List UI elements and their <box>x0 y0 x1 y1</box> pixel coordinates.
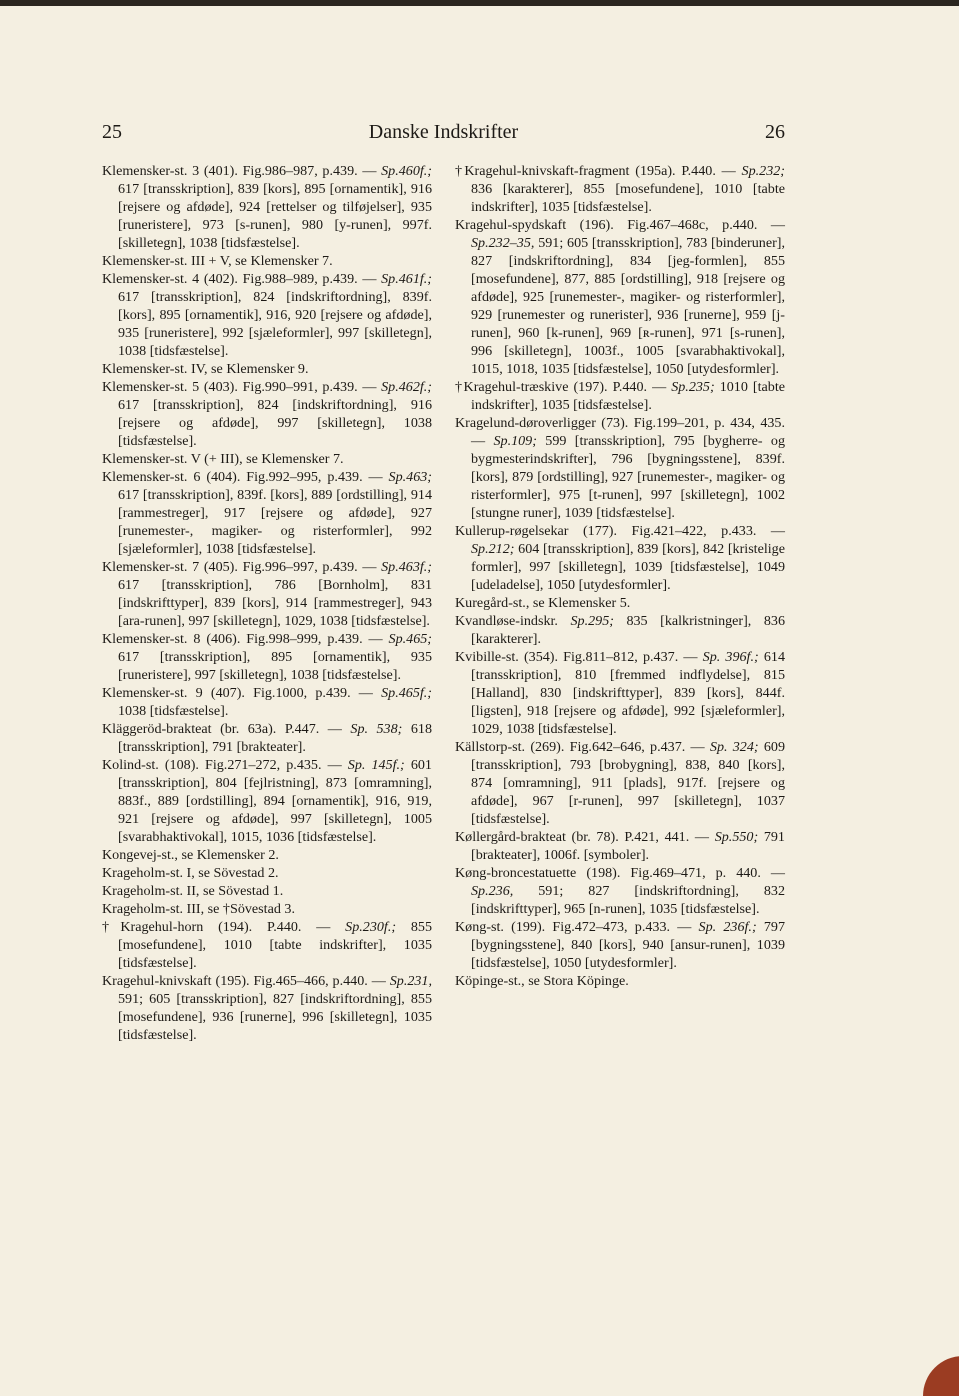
entry-ref: Sp.463f.; <box>381 559 432 575</box>
index-entry <box>455 648 785 738</box>
page-header <box>102 121 785 147</box>
entry-ref: Sp. 538; <box>350 721 403 737</box>
entry-ref: Sp.236, <box>471 883 514 899</box>
entry-ref: Sp.232–35, <box>471 235 535 251</box>
entry-head: Kragehul-knivskaft (195). Fig.465–466, p.440. — <box>102 973 390 989</box>
entry-tail: 835 [kalkristninger], 836 [karakterer]. <box>471 613 785 647</box>
index-entry <box>455 216 785 378</box>
entry-ref: Sp. 236f.; <box>698 919 757 935</box>
entry-tail: 1038 [tidsfæstelse]. <box>118 703 229 719</box>
entry-ref: Sp.463; <box>388 469 432 485</box>
entry-tail: 609 [transskription], 793 [brobygning], 838, 840 [kors], 874 [omramning], 911 [plads], 917f. [rejsere og afdøde], 967 [r-runen], 997 [skilletegn], 1037 [tidsfæstelse]. <box>471 739 785 827</box>
entry-ref: Sp.460f.; <box>381 163 432 179</box>
entry-ref: Sp. 324; <box>709 739 759 755</box>
running-title: Danske Indskrifter <box>368 121 519 143</box>
index-entry <box>102 846 432 864</box>
entry-ref: Sp.462f.; <box>381 379 432 395</box>
entry-head: Krageholm-st. I, se Sövestad 2. <box>102 865 279 881</box>
entry-head: Kongevej-st., se Klemensker 2. <box>102 847 279 863</box>
entry-head: Klemensker-st. 4 (402). Fig.988–989, p.439. — <box>102 271 382 287</box>
entry-head: Kvandløse-indskr. <box>455 613 571 629</box>
index-entry <box>455 972 785 990</box>
entry-head: Klemensker-st. 3 (401). Fig.986–987, p.439. — <box>102 163 382 179</box>
entry-head: Køng-broncestatuette (198). Fig.469–471, p. 440. — <box>455 865 785 881</box>
entry-tail: 604 [transskription], 839 [kors], 842 [kristelige formler], 997 [skilletegn], 1039 [tidsfæstelse], 1049 [udeladelse], 1050 [utydesformler]. <box>471 541 785 593</box>
top-edge <box>0 0 959 6</box>
entry-tail: 591; 605 [transskription], 827 [indskriftordning], 855 [mosefundene], 936 [runerne], 996 [skilletegn], 1035 [tidsfæstelse]. <box>118 991 432 1043</box>
index-entry <box>455 918 785 972</box>
index-entry <box>455 594 785 612</box>
entry-head: Kragelund-døroverligger (73). Fig.199–201, p. 434, 435. — <box>455 415 785 449</box>
entry-head: Køllergård-brakteat (br. 78). P.421, 441. — <box>455 829 715 845</box>
entry-tail: 614 [transskription], 810 [fremmed indflydelse], 815 [Halland], 830 [indskrifttyper], 839 [kors], 844f. [ligsten], 918 [rejsere og afdøde], 992 [sjæleformler], 1029, 1038 [tidsfæstelse]. <box>471 649 786 737</box>
index-entry <box>102 162 432 252</box>
entry-head: Kolind-st. (108). Fig.271–272, p.435. — <box>102 757 348 773</box>
index-entry <box>102 558 432 630</box>
entry-head: Klemensker-st. 6 (404). Fig.992–995, p.439. — <box>102 469 389 485</box>
index-entry <box>455 414 785 522</box>
index-entry <box>455 828 785 864</box>
entry-head: †Kragehul-horn (194). P.440. — <box>102 919 346 935</box>
index-entry <box>455 612 785 648</box>
entry-tail: 591; 605 [transskription], 783 [binderuner], 827 [indskriftordning], 834 [jeg-formlen], 855 [mosefundene], 877, 885 [ordstilling], 918 [rejsere og afdøde], 925 [runemester-, magiker- og risterformler], 929 [runemester og runerister], 936 [runerne], 959 [j-runen], 960 [k-runen], 969 [ʀ-runen], 971 [s-runen], 996 [skilletegn], 1003f., 1005 [svarabhaktivokal], 1015, 1018, 1035 [tidsfæstelse], 1050 [utydesformler]. <box>471 235 785 377</box>
entry-ref: Sp. 145f.; <box>347 757 405 773</box>
index-entry <box>102 270 432 360</box>
index-entry <box>455 864 785 918</box>
index-entry <box>102 900 432 918</box>
corner-tab-decoration <box>923 1356 959 1396</box>
entry-tail: 617 [transskription], 824 [indskriftordning], 839f. [kors], 895 [ornamentik], 916, 920 [rejsere og afdøde], 935 [runeristere], 992 [sjæleformler], 997 [skilletegn], 1038 [tidsfæstelse]. <box>118 289 432 359</box>
index-entry <box>455 522 785 594</box>
entry-tail: 855 [mosefundene], 1010 [tabte indskrifter], 1035 [tidsfæstelse]. <box>118 919 432 971</box>
index-entry <box>102 360 432 378</box>
entry-head: Klemensker-st. V (+ III), se Klemensker 7. <box>102 451 344 467</box>
entry-head: Klemensker-st. 5 (403). Fig.990–991, p.439. — <box>102 379 382 395</box>
entry-head: Krageholm-st. III, se †Sövestad 3. <box>102 901 295 917</box>
entry-head: Køng-st. (199). Fig.472–473, p.433. — <box>455 919 699 935</box>
entry-tail: 591; 827 [indskriftordning], 832 [indskrifttyper], 965 [n-runen], 1035 [tidsfæstelse]. <box>471 883 785 917</box>
index-entry <box>455 162 785 216</box>
entry-tail: 791 [brakteater], 1006f. [symboler]. <box>471 829 785 863</box>
index-entry <box>102 864 432 882</box>
entry-head: Klemensker-st. 7 (405). Fig.996–997, p.439. — <box>102 559 382 575</box>
entry-head: Klemensker-st. 9 (407). Fig.1000, p.439. — <box>102 685 382 701</box>
entry-head: Köpinge-st., se Stora Köpinge. <box>455 973 629 989</box>
entry-tail: 617 [transskription], 895 [ornamentik], 935 [runeristere], 997 [skilletegn], 1038 [tidsfæstelse]. <box>118 649 432 683</box>
index-column-right <box>455 162 785 990</box>
entry-ref: Sp.109; <box>493 433 537 449</box>
entry-head: Krageholm-st. II, se Sövestad 1. <box>102 883 284 899</box>
entry-head: Klemensker-st. III + V, se Klemensker 7. <box>102 253 333 269</box>
page-number-right: 26 <box>765 121 785 143</box>
page-number-left: 25 <box>102 121 122 143</box>
index-entry <box>455 738 785 828</box>
index-entry <box>102 756 432 846</box>
entry-ref: Sp.461f.; <box>381 271 432 287</box>
entry-head: Kläggeröd-brakteat (br. 63a). P.447. — <box>102 721 351 737</box>
entry-ref: Sp.550; <box>714 829 759 845</box>
entry-tail: 618 [transskription], 791 [brakteater]. <box>118 721 433 755</box>
entry-tail: 617 [transskription], 786 [Bornholm], 831 [indskrifttyper], 839 [kors], 914 [rammestreger], 943 [ara-runen], 997 [skilletegn], 1029, 1038 [tidsfæstelse]. <box>118 577 432 629</box>
entry-head: Kuregård-st., se Klemensker 5. <box>455 595 631 611</box>
entry-tail: 1010 [tabte indskrifter], 1035 [tidsfæstelse]. <box>471 379 785 413</box>
entry-tail: 601 [transskription], 804 [fejlristning], 873 [omramning], 883f., 889 [ordstilling], 894 [ornamentik], 916, 919, 921 [rejsere og afdøde], 997 [skilletegn], 1005 [svarabhaktivokal], 1015, 1036 [tidsfæstelse]. <box>118 757 432 845</box>
entry-ref: Sp.295; <box>570 613 614 629</box>
entry-ref: Sp.231, <box>389 973 432 989</box>
entry-tail: 797 [bygningsstene], 840 [kors], 940 [ansur-runen], 1039 [tidsfæstelse], 1050 [utydesformler]. <box>471 919 786 971</box>
entry-tail: 836 [karakterer], 855 [mosefundene], 1010 [tabte indskrifter], 1035 [tidsfæstelse]. <box>471 181 785 215</box>
entry-ref: Sp.235; <box>671 379 715 395</box>
entry-head: Kvibille-st. (354). Fig.811–812, p.437. — <box>455 649 703 665</box>
index-entry <box>102 882 432 900</box>
entry-head: Källstorp-st. (269). Fig.642–646, p.437. — <box>455 739 710 755</box>
index-entry <box>102 972 432 1044</box>
index-entry <box>102 720 432 756</box>
entry-ref: Sp.232; <box>741 163 785 179</box>
entry-head: Klemensker-st. IV, se Klemensker 9. <box>102 361 309 377</box>
entry-tail: 599 [transskription], 795 [bygherre- og bygmesterindskrifter], 796 [bygningsstene], 839f. [kors], 879 [ordstilling], 927 [runemester-, magiker- og risterformler], 975 [t-runen], 997 [skilletegn], 1002 [stungne runer], 1039 [tidsfæstelse]. <box>471 433 785 521</box>
entry-head: Kragehul-spydskaft (196). Fig.467–468c, p.440. — <box>455 217 785 233</box>
index-entry <box>102 450 432 468</box>
index-entry <box>102 630 432 684</box>
entry-head: †Kragehul-knivskaft-fragment (195a). P.440. — <box>455 163 742 179</box>
index-entry <box>102 918 432 972</box>
entry-tail: 617 [transskription], 824 [indskriftordning], 916 [rejsere og afdøde], 997 [skilletegn], 1038 [tidsfæstelse]. <box>118 397 432 449</box>
entry-ref: Sp.230f.; <box>345 919 397 935</box>
entry-ref: Sp.465; <box>388 631 432 647</box>
entry-head: †Kragehul-træskive (197). P.440. — <box>455 379 672 395</box>
entry-tail: 617 [transskription], 839f. [kors], 889 [ordstilling], 914 [rammestreger], 917 [rejsere og afdøde], 927 [runemester-, magiker- og risterformler], 992 [sjæleformler], 1038 [tidsfæstelse]. <box>118 487 432 557</box>
index-entry <box>102 684 432 720</box>
index-entry <box>102 468 432 558</box>
entry-head: Kullerup-røgelsekar (177). Fig.421–422, p.433. — <box>455 523 785 539</box>
entry-ref: Sp.212; <box>471 541 515 557</box>
index-column-left <box>102 162 432 1044</box>
index-entry <box>455 378 785 414</box>
entry-ref: Sp. 396f.; <box>702 649 759 665</box>
index-entry <box>102 378 432 450</box>
entry-head: Klemensker-st. 8 (406). Fig.998–999, p.439. — <box>102 631 389 647</box>
entry-tail: 617 [transskription], 839 [kors], 895 [ornamentik], 916 [rejsere og afdøde], 924 [rettelser og tilføjelser], 935 [runeristere], 973 [s-runen], 980 [y-runen], 997f. [skilletegn], 1038 [tidsfæstelse]. <box>118 181 432 251</box>
entry-ref: Sp.465f.; <box>381 685 432 701</box>
index-entry <box>102 252 432 270</box>
